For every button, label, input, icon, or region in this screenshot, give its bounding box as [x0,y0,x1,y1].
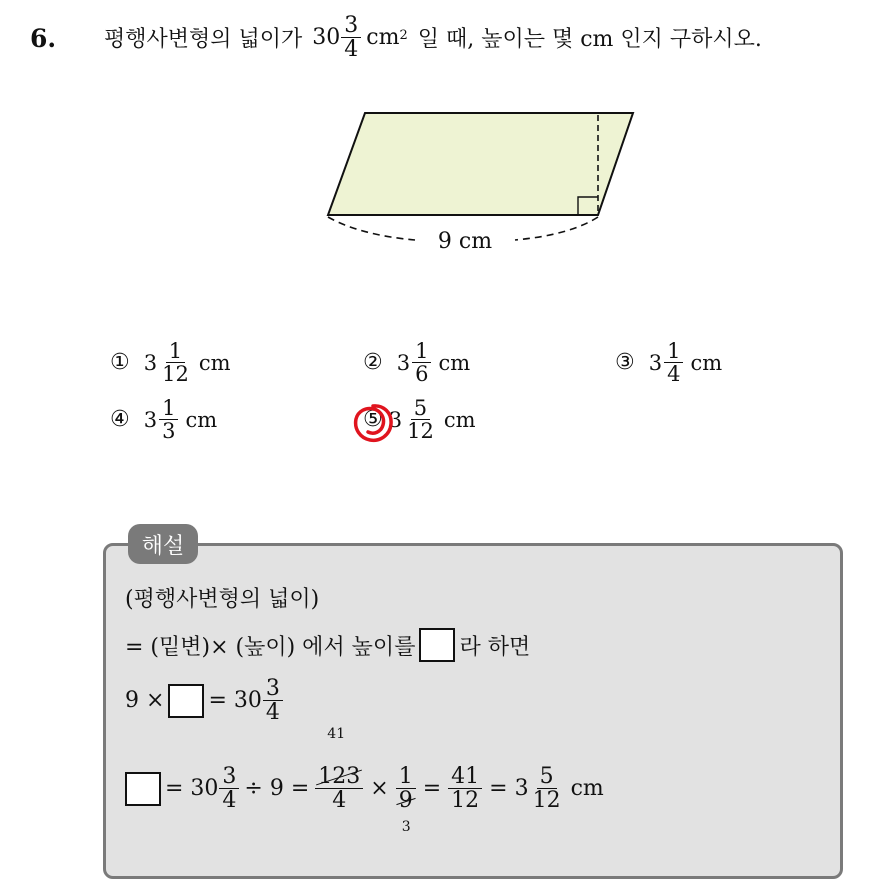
choice-2[interactable] [363,340,470,385]
area-numerator: 3 [341,14,361,38]
solution-line-4-eq: = 30 [165,776,219,802]
choice-3-denominator: 4 [667,362,681,387]
area-denominator: 4 [344,37,359,63]
question-text-after: 일 때, 높이는 몇 cm 인지 구하시오. [417,27,762,53]
cancel-bottom-value: 3 [401,818,411,835]
solution-tag: 해설 [128,524,198,564]
area-exponent: 2 [399,28,408,43]
choice-3-unit: cm [690,350,723,375]
base-brace [328,217,415,240]
equals-sign: = [422,776,442,802]
final-unit: cm [570,776,604,802]
choice-3-whole: 3 [648,350,663,375]
blank-box [419,628,455,662]
times-sign: × [370,776,389,802]
choice-5-denominator: 12 [407,419,434,444]
solution-line-4-div: ÷ 9 = [244,776,310,802]
choice-1-whole: 3 [143,350,158,375]
result-numerator: 41 [448,765,482,789]
choice-2-numerator: 1 [412,340,431,363]
choice-5-numerator: 5 [411,397,430,420]
solution-line-2-end: 라 하면 [459,634,531,660]
choice-3[interactable] [615,340,722,385]
choice-1-unit: cm [198,350,231,375]
solution-line-4 [125,726,604,835]
solution-line-4-bigden: 4 [332,788,347,814]
solution-line-4-one: 1 [396,765,416,789]
cancel-top-value: 41 [327,726,346,742]
choice-5-whole: 3 [388,407,403,432]
choice-4-numerator: 1 [159,397,178,420]
base-label: 9 cm [437,229,493,254]
solution-line-3-denominator: 4 [265,700,280,726]
choice-4-denominator: 3 [162,419,176,444]
blank-box [168,684,204,718]
solution-line-2-text: = (밑변)× (높이) 에서 높이를 [125,634,416,660]
final-numerator: 5 [537,765,557,789]
choice-3-numerator: 1 [664,340,683,363]
choice-1-mark: ① [110,350,130,376]
choice-4[interactable] [110,397,217,442]
question-text-before: 평행사변형의 넓이가 [104,27,303,53]
choice-2-mark: ② [363,350,383,376]
choice-2-unit: cm [438,350,471,375]
choice-2-whole: 3 [396,350,411,375]
solution-line-3-eq: = 30 [208,688,262,714]
choice-2-denominator: 6 [415,362,429,387]
parallelogram-shape [328,113,633,215]
area-fraction [341,14,361,61]
choice-1[interactable] [110,340,231,385]
solution-line-1: (평행사변형의 넓이) [125,587,320,612]
answer-circle-mark [350,400,396,446]
area-whole: 30 [312,25,341,51]
choice-5-mark: ⑤ [363,407,383,433]
final-eq: = 3 [489,776,529,802]
parallelogram-figure [320,105,650,260]
result-denominator: 12 [451,788,480,814]
cancelled-numerator: 123 [318,764,361,789]
blank-box [125,772,161,806]
solution-line-3 [125,677,284,724]
choice-4-mark: ④ [110,407,130,433]
area-unit: cm [366,25,400,51]
solution-line-4-numerator: 3 [219,765,239,789]
choice-1-numerator: 1 [166,340,185,363]
cancelled-denominator: 9 [398,788,413,814]
solution-line-2 [125,628,530,662]
solution-line-3-numerator: 3 [263,677,283,701]
choice-1-denominator: 12 [162,362,189,387]
base-brace-right [515,217,598,240]
solution-line-3-text: 9 × [125,688,165,714]
choice-3-mark: ③ [615,350,635,376]
choice-4-unit: cm [185,407,218,432]
solution-line-4-denominator: 4 [222,788,237,814]
choice-4-whole: 3 [143,407,158,432]
final-denominator: 12 [532,788,561,814]
question-text [104,14,762,61]
choice-5-unit: cm [443,407,476,432]
question-number: 6. [30,24,57,53]
